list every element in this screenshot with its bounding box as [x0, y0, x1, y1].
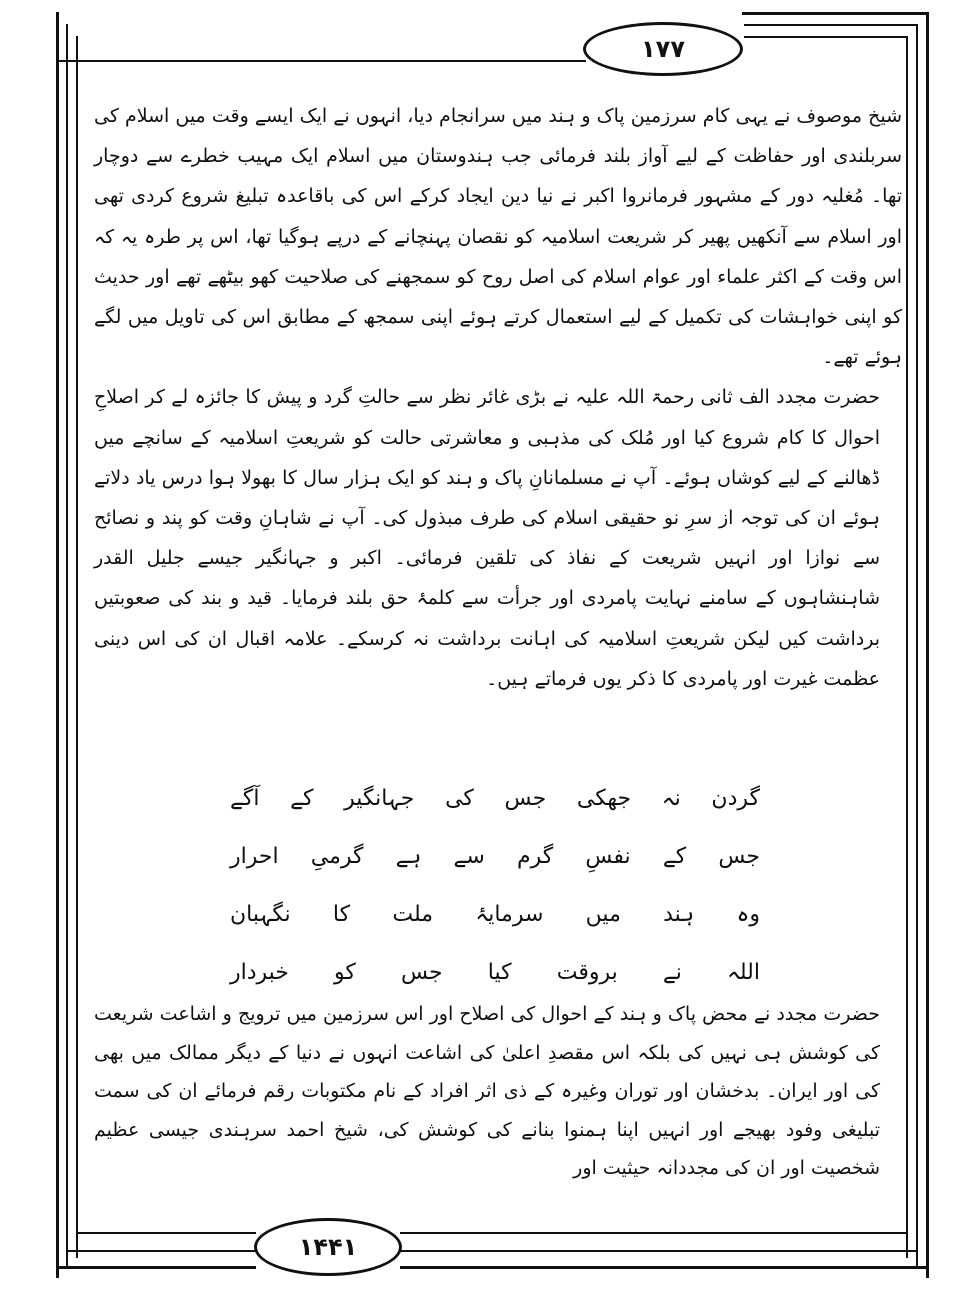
frame-bottom-inner-right	[400, 1232, 908, 1234]
top-page-number	[583, 22, 743, 76]
poem-verse-4: اللہ نے بروقت کیا جس کو خبردار	[230, 960, 760, 985]
frame-bottom-outer-left	[56, 1266, 256, 1269]
frame-left-outer	[56, 12, 59, 1278]
poem	[230, 770, 760, 1002]
bottom-page-number	[254, 1218, 402, 1276]
closing-text	[94, 995, 902, 1188]
frame-top-middle-right	[744, 24, 918, 26]
top-page-number-text: ۱۷۷	[641, 35, 685, 63]
paragraph-1: شیخ موصوف نے یہی کام سرزمین پاک و ہند میں سرانجام دیا، انہوں نے ایک ایسے وقت میں اسلام کی سربلندی اور حفاظت کے لیے آواز بلند فرمائی جب ہندوستان میں اسلام ایک مہیب خطرے سے دوچار تھا۔ مُغلیہ دور کے مشہور فرمانروا اکبر نے نیا دین ایجاد کرکے اس کی باقاعدہ تبلیغ شروع کردی تھی اور اسلام سے آنکھیں پھیر کر شریعت اسلامیہ کو نقصان پہنچانے کے درپے ہوگیا تھا، اس پر طرہ یہ کہ اس وقت کے اکثر علماء اور عوام اسلام کی اصل روح کو سمجھنے کی صلاحیت کھو بیٹھے تھے اور حدیث کو اپنی خواہشات کی تکمیل کے لیے استعمال کرتے ہوئے اپنی سمجھ کے مطابق اس کی تاویل میں لگے ہوئے تھے۔	[94, 105, 902, 369]
paragraph-3: حضرت مجدد نے محض پاک و ہند کے احوال کی اصلاح اور اس سرزمین میں ترویج و اشاعت شریعت کی کوشش ہی نہیں کی بلکہ اس مقصدِ اعلیٰ کی اشاعت انہوں نے دنیا کے دیگر ممالک میں بھی کی اور ایران۔ بدخشان اور توران وغیرہ کے ذی اثر افراد کے نام مکتوبات رقم فرمائے ان کی سمت تبلیغی وفود بھیجے اور انہیں اپنا ہمنوا بنانے کی کوشش کی، شیخ احمد سرہندی جیسی عظیم شخصیت اور ان کی مجددانہ حیثیت اور	[94, 1003, 880, 1179]
frame-right-inner	[906, 36, 908, 1258]
frame-bottom-middle-right	[400, 1250, 918, 1252]
poem-verse-3: وہ ہند میں سرمایۂ ملت کا نگہبان	[230, 902, 760, 927]
frame-top-outer-right	[742, 12, 929, 15]
frame-bottom-middle-left	[66, 1250, 256, 1252]
frame-left-middle	[66, 24, 68, 1268]
bottom-page-number-text: ۱۴۴۱	[298, 1233, 358, 1261]
paragraph-2: حضرت مجدد الف ثانی رحمۃ اللہ علیہ نے بڑی غائر نظر سے حالتِ گرد و پیش کا جائزہ لے کر اصلاحِ احوال کا کام شروع کیا اور مُلک کی مذہبی و معاشرتی حالت کو شریعتِ اسلامیہ کے سانچے میں ڈھالنے کے لیے کوشاں ہوئے۔ آپ نے مسلمانانِ پاک و ہند کو ایک ہزار سال کا بھولا ہوا درس یاد دلاتے ہوئے ان کی توجہ از سرِ نو حقیقی اسلام کی طرف مبذول کی۔ آپ نے شاہانِ وقت کو پند و نصائح سے نوازا اور انہیں شریعت کے نفاذ کی تلقین فرمائی۔ اکبر و جہانگیر جیسے جلیل القدر شاہنشاہوں کے سامنے نہایت پامردی اور جرأت سے کلمۂ حق بلند فرمایا۔ قید و بند کی صعوبتیں برداشت کیں لیکن شریعتِ اسلامیہ کی اہانت برداشت نہ کرسکے۔ علامہ اقبال ان کی اس دینی عظمت غیرت اور پامردی کا ذکر یوں فرماتے ہیں۔	[94, 386, 880, 690]
frame-top-inner-right	[744, 36, 908, 38]
poem-verse-1: گردن نہ جھکی جس کی جہانگیر کے آگے	[230, 786, 760, 811]
frame-right-middle	[916, 24, 918, 1268]
poem-verse-2: جس کے نفسِ گرم سے ہے گرمیِ احرار	[230, 844, 760, 869]
frame-bottom-inner-left	[76, 1232, 256, 1234]
frame-right-outer	[926, 12, 929, 1278]
frame-top-outer-left	[56, 60, 586, 62]
main-text	[94, 96, 902, 699]
frame-left-inner	[76, 36, 78, 1258]
frame-bottom-outer-right	[400, 1266, 929, 1269]
